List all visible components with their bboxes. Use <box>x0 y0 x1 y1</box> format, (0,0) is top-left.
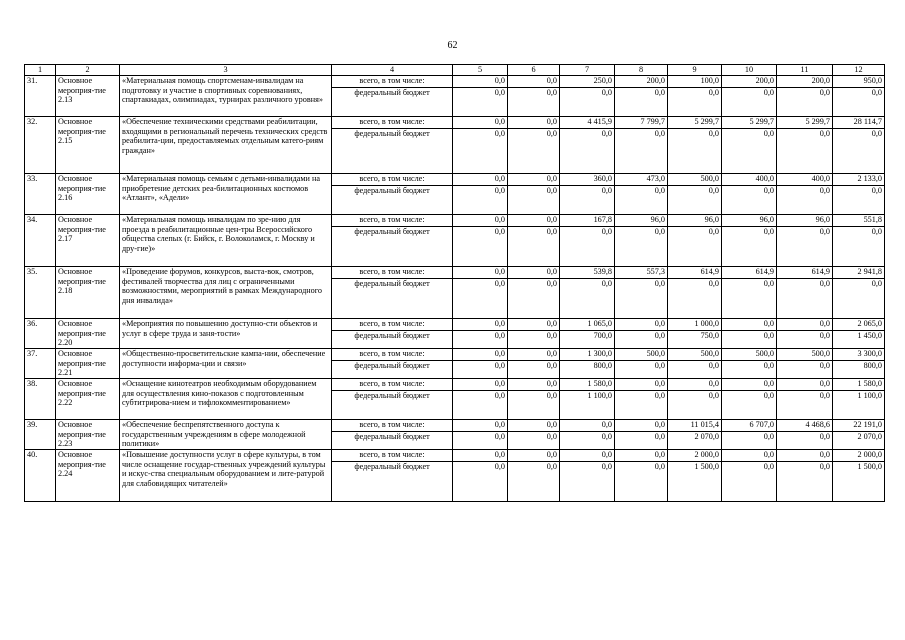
federal-value-cell: 1 500,0 <box>833 462 885 502</box>
total-value-cell: 614,9 <box>777 267 833 279</box>
federal-value-cell: 0,0 <box>453 227 508 267</box>
total-value-cell: 1 580,0 <box>560 379 615 391</box>
federal-value-cell: 1 500,0 <box>668 462 722 502</box>
total-value-cell: 0,0 <box>615 420 668 432</box>
event-name: Основное мероприя-тие 2.15 <box>56 117 120 174</box>
event-name: Основное мероприя-тие 2.18 <box>56 267 120 319</box>
federal-value-cell: 0,0 <box>722 361 777 379</box>
federal-value-cell: 0,0 <box>508 432 560 450</box>
funding-federal-label: федеральный бюджет <box>332 88 453 117</box>
federal-value-cell: 0,0 <box>453 331 508 349</box>
total-value-cell: 0,0 <box>508 215 560 227</box>
total-value-cell: 500,0 <box>668 349 722 361</box>
total-value-cell: 500,0 <box>615 349 668 361</box>
total-value-cell: 250,0 <box>560 76 615 88</box>
total-value-cell: 96,0 <box>615 215 668 227</box>
federal-value-cell: 1 100,0 <box>833 391 885 420</box>
federal-value-cell: 0,0 <box>615 462 668 502</box>
federal-value-cell: 1 100,0 <box>560 391 615 420</box>
funding-total-label: всего, в том числе: <box>332 76 453 88</box>
event-name: Основное мероприя-тие 2.16 <box>56 174 120 215</box>
row-number: 32. <box>25 117 56 174</box>
total-value-cell: 0,0 <box>508 349 560 361</box>
federal-value-cell: 0,0 <box>453 361 508 379</box>
total-value-cell: 0,0 <box>777 379 833 391</box>
event-name: Основное мероприя-тие 2.21 <box>56 349 120 379</box>
total-value-cell: 11 015,4 <box>668 420 722 432</box>
federal-value-cell: 0,0 <box>508 227 560 267</box>
table-row <box>25 174 885 186</box>
total-value-cell: 0,0 <box>508 117 560 129</box>
total-value-cell: 0,0 <box>668 379 722 391</box>
funding-federal-label: федеральный бюджет <box>332 186 453 215</box>
total-value-cell: 0,0 <box>453 420 508 432</box>
total-value-cell: 1 300,0 <box>560 349 615 361</box>
total-value-cell: 200,0 <box>777 76 833 88</box>
total-value-cell: 0,0 <box>453 379 508 391</box>
column-header: 3 <box>120 65 332 76</box>
federal-value-cell: 0,0 <box>560 88 615 117</box>
federal-value-cell: 0,0 <box>722 391 777 420</box>
column-header: 6 <box>508 65 560 76</box>
total-value-cell: 0,0 <box>615 379 668 391</box>
total-value-cell: 2 000,0 <box>668 450 722 462</box>
federal-value-cell: 0,0 <box>777 432 833 450</box>
federal-value-cell: 0,0 <box>722 432 777 450</box>
federal-value-cell: 0,0 <box>833 227 885 267</box>
total-value-cell: 360,0 <box>560 174 615 186</box>
funding-total-label: всего, в том числе: <box>332 450 453 462</box>
federal-value-cell: 0,0 <box>777 462 833 502</box>
federal-value-cell: 0,0 <box>560 279 615 319</box>
column-header: 12 <box>833 65 885 76</box>
total-value-cell: 473,0 <box>615 174 668 186</box>
row-number: 40. <box>25 450 56 502</box>
federal-value-cell: 0,0 <box>722 331 777 349</box>
federal-value-cell: 2 070,0 <box>833 432 885 450</box>
page-number: 62 <box>447 40 458 51</box>
event-name: Основное мероприя-тие 2.23 <box>56 420 120 450</box>
total-value-cell: 167,8 <box>560 215 615 227</box>
event-description: «Повышение доступности услуг в сфере культуры, в том числе оснащение государ-ственных учреждений культуры и искус-ства специальным оборудованием и лите-ратурой для слабовидящих читателей» <box>120 450 332 502</box>
federal-value-cell: 0,0 <box>508 462 560 502</box>
federal-value-cell: 0,0 <box>560 129 615 174</box>
event-description: «Материальная помощь семьям с детьми-инвалидами на приобретение детских реа-билитационных костюмов «Атлант», «Адели» <box>120 174 332 215</box>
funding-total-label: всего, в том числе: <box>332 420 453 432</box>
funding-federal-label: федеральный бюджет <box>332 331 453 349</box>
budget-table <box>24 64 885 502</box>
federal-value-cell: 0,0 <box>560 186 615 215</box>
row-number: 37. <box>25 349 56 379</box>
total-value-cell: 0,0 <box>560 420 615 432</box>
column-header: 1 <box>25 65 56 76</box>
column-header: 7 <box>560 65 615 76</box>
federal-value-cell: 0,0 <box>777 361 833 379</box>
federal-value-cell: 0,0 <box>722 227 777 267</box>
total-value-cell: 539,8 <box>560 267 615 279</box>
federal-value-cell: 0,0 <box>453 432 508 450</box>
federal-value-cell: 0,0 <box>560 227 615 267</box>
total-value-cell: 0,0 <box>453 349 508 361</box>
funding-total-label: всего, в том числе: <box>332 319 453 331</box>
funding-federal-label: федеральный бюджет <box>332 279 453 319</box>
federal-value-cell: 2 070,0 <box>668 432 722 450</box>
total-value-cell: 0,0 <box>615 319 668 331</box>
total-value-cell: 3 300,0 <box>833 349 885 361</box>
total-value-cell: 950,0 <box>833 76 885 88</box>
table-row <box>25 450 885 462</box>
federal-value-cell: 0,0 <box>722 186 777 215</box>
column-header: 11 <box>777 65 833 76</box>
federal-value-cell: 0,0 <box>453 391 508 420</box>
total-value-cell: 7 799,7 <box>615 117 668 129</box>
total-value-cell: 0,0 <box>508 450 560 462</box>
total-value-cell: 1 065,0 <box>560 319 615 331</box>
federal-value-cell: 800,0 <box>833 361 885 379</box>
total-value-cell: 0,0 <box>560 450 615 462</box>
federal-value-cell: 0,0 <box>508 331 560 349</box>
federal-value-cell: 0,0 <box>777 331 833 349</box>
federal-value-cell: 0,0 <box>508 88 560 117</box>
row-number: 34. <box>25 215 56 267</box>
total-value-cell: 2 133,0 <box>833 174 885 186</box>
total-value-cell: 4 415,9 <box>560 117 615 129</box>
total-value-cell: 0,0 <box>777 450 833 462</box>
federal-value-cell: 0,0 <box>668 88 722 117</box>
funding-total-label: всего, в том числе: <box>332 215 453 227</box>
federal-value-cell: 0,0 <box>722 279 777 319</box>
total-value-cell: 28 114,7 <box>833 117 885 129</box>
total-value-cell: 0,0 <box>722 319 777 331</box>
funding-total-label: всего, в том числе: <box>332 349 453 361</box>
federal-value-cell: 0,0 <box>668 186 722 215</box>
federal-value-cell: 0,0 <box>668 361 722 379</box>
column-header: 9 <box>668 65 722 76</box>
federal-value-cell: 0,0 <box>833 88 885 117</box>
federal-value-cell: 0,0 <box>508 279 560 319</box>
table-row <box>25 267 885 279</box>
total-value-cell: 96,0 <box>668 215 722 227</box>
federal-value-cell: 0,0 <box>777 391 833 420</box>
event-name: Основное мероприя-тие 2.13 <box>56 76 120 117</box>
total-value-cell: 6 707,0 <box>722 420 777 432</box>
row-number: 36. <box>25 319 56 349</box>
federal-value-cell: 0,0 <box>722 129 777 174</box>
federal-value-cell: 0,0 <box>615 88 668 117</box>
federal-value-cell: 700,0 <box>560 331 615 349</box>
event-name: Основное мероприя-тие 2.22 <box>56 379 120 420</box>
federal-value-cell: 0,0 <box>615 391 668 420</box>
federal-value-cell: 0,0 <box>833 279 885 319</box>
event-description: «Оснащение кинотеатров необходимым оборудованием для осуществления кино-показов с подготовленным субтитрирова-нием и тифлокомментированием» <box>120 379 332 420</box>
total-value-cell: 2 000,0 <box>833 450 885 462</box>
federal-value-cell: 0,0 <box>560 432 615 450</box>
event-description: «Проведение форумов, конкурсов, выста-вок, смотров, фестивалей творчества для лиц с ограниченными возможностями, мероприятий в рамках Международного дня инвалида» <box>120 267 332 319</box>
total-value-cell: 22 191,0 <box>833 420 885 432</box>
total-value-cell: 0,0 <box>453 319 508 331</box>
federal-value-cell: 0,0 <box>615 186 668 215</box>
total-value-cell: 557,3 <box>615 267 668 279</box>
federal-value-cell: 0,0 <box>668 129 722 174</box>
total-value-cell: 0,0 <box>508 420 560 432</box>
federal-value-cell: 0,0 <box>508 186 560 215</box>
event-description: «Материальная помощь спортсменам-инвалидам на подготовку и участие в спортивных соревнованиях, спартакиадах, олимпиадах, турнирах различного уровня» <box>120 76 332 117</box>
total-value-cell: 0,0 <box>453 117 508 129</box>
funding-total-label: всего, в том числе: <box>332 379 453 391</box>
row-number: 38. <box>25 379 56 420</box>
federal-value-cell: 1 450,0 <box>833 331 885 349</box>
total-value-cell: 96,0 <box>722 215 777 227</box>
event-description: «Материальная помощь инвалидам по зре-нию для проезда в реабилитационные цен-тры Всероссийского общества слепых (г. Бийск, г. Волоколамск, г. Москву и дру-гие)» <box>120 215 332 267</box>
total-value-cell: 0,0 <box>508 379 560 391</box>
event-name: Основное мероприя-тие 2.24 <box>56 450 120 502</box>
funding-total-label: всего, в том числе: <box>332 267 453 279</box>
column-header: 5 <box>453 65 508 76</box>
federal-value-cell: 0,0 <box>668 227 722 267</box>
federal-value-cell: 0,0 <box>560 462 615 502</box>
total-value-cell: 0,0 <box>453 215 508 227</box>
column-header: 10 <box>722 65 777 76</box>
total-value-cell: 0,0 <box>615 450 668 462</box>
federal-value-cell: 0,0 <box>615 279 668 319</box>
total-value-cell: 96,0 <box>777 215 833 227</box>
event-description: «Обеспечение беспрепятственного доступа к государственным учреждениям в сфере молодежной политики» <box>120 420 332 450</box>
funding-federal-label: федеральный бюджет <box>332 432 453 450</box>
federal-value-cell: 0,0 <box>508 361 560 379</box>
federal-value-cell: 0,0 <box>615 361 668 379</box>
total-value-cell: 614,9 <box>722 267 777 279</box>
total-value-cell: 0,0 <box>508 174 560 186</box>
table-row <box>25 379 885 391</box>
total-value-cell: 200,0 <box>615 76 668 88</box>
total-value-cell: 0,0 <box>508 267 560 279</box>
total-value-cell: 5 299,7 <box>777 117 833 129</box>
federal-value-cell: 0,0 <box>453 279 508 319</box>
total-value-cell: 200,0 <box>722 76 777 88</box>
total-value-cell: 0,0 <box>722 379 777 391</box>
event-name: Основное мероприя-тие 2.20 <box>56 319 120 349</box>
total-value-cell: 400,0 <box>777 174 833 186</box>
funding-total-label: всего, в том числе: <box>332 174 453 186</box>
row-number: 39. <box>25 420 56 450</box>
event-name: Основное мероприя-тие 2.17 <box>56 215 120 267</box>
total-value-cell: 0,0 <box>453 174 508 186</box>
federal-value-cell: 0,0 <box>777 279 833 319</box>
row-number: 35. <box>25 267 56 319</box>
total-value-cell: 0,0 <box>777 319 833 331</box>
total-value-cell: 0,0 <box>453 450 508 462</box>
total-value-cell: 500,0 <box>668 174 722 186</box>
total-value-cell: 500,0 <box>777 349 833 361</box>
federal-value-cell: 0,0 <box>615 227 668 267</box>
event-description: «Общественно-просветительские кампа-нии, обеспечение доступности информа-ции и связи» <box>120 349 332 379</box>
column-header: 2 <box>56 65 120 76</box>
total-value-cell: 5 299,7 <box>722 117 777 129</box>
total-value-cell: 0,0 <box>508 76 560 88</box>
federal-value-cell: 0,0 <box>833 186 885 215</box>
federal-value-cell: 0,0 <box>453 129 508 174</box>
table-row <box>25 117 885 129</box>
federal-value-cell: 0,0 <box>668 391 722 420</box>
total-value-cell: 100,0 <box>668 76 722 88</box>
federal-value-cell: 0,0 <box>453 462 508 502</box>
federal-value-cell: 0,0 <box>615 331 668 349</box>
total-value-cell: 551,8 <box>833 215 885 227</box>
row-number: 33. <box>25 174 56 215</box>
federal-value-cell: 0,0 <box>508 391 560 420</box>
federal-value-cell: 0,0 <box>508 129 560 174</box>
event-description: «Обеспечение техническими средствами реабилитации, входящими в региональный перечень технических средств реабилита-ции, предоставляемых отдельным катего-риям граждан» <box>120 117 332 174</box>
total-value-cell: 4 468,6 <box>777 420 833 432</box>
table-row <box>25 319 885 331</box>
column-header: 8 <box>615 65 668 76</box>
total-value-cell: 400,0 <box>722 174 777 186</box>
federal-value-cell: 0,0 <box>615 432 668 450</box>
total-value-cell: 2 941,8 <box>833 267 885 279</box>
federal-value-cell: 0,0 <box>777 186 833 215</box>
total-value-cell: 2 065,0 <box>833 319 885 331</box>
federal-value-cell: 0,0 <box>777 227 833 267</box>
total-value-cell: 1 000,0 <box>668 319 722 331</box>
funding-federal-label: федеральный бюджет <box>332 129 453 174</box>
total-value-cell: 1 580,0 <box>833 379 885 391</box>
federal-value-cell: 0,0 <box>453 186 508 215</box>
federal-value-cell: 0,0 <box>833 129 885 174</box>
event-description: «Мероприятия по повышению доступно-сти объектов и услуг в сфере труда и заня-тости» <box>120 319 332 349</box>
row-number: 31. <box>25 76 56 117</box>
funding-total-label: всего, в том числе: <box>332 117 453 129</box>
table-row <box>25 349 885 361</box>
total-value-cell: 614,9 <box>668 267 722 279</box>
total-value-cell: 0,0 <box>453 267 508 279</box>
table-row <box>25 420 885 432</box>
total-value-cell: 500,0 <box>722 349 777 361</box>
federal-value-cell: 0,0 <box>722 462 777 502</box>
funding-federal-label: федеральный бюджет <box>332 227 453 267</box>
total-value-cell: 5 299,7 <box>668 117 722 129</box>
total-value-cell: 0,0 <box>508 319 560 331</box>
federal-value-cell: 0,0 <box>668 279 722 319</box>
federal-value-cell: 800,0 <box>560 361 615 379</box>
federal-value-cell: 0,0 <box>777 129 833 174</box>
federal-value-cell: 0,0 <box>615 129 668 174</box>
total-value-cell: 0,0 <box>722 450 777 462</box>
table-header-row <box>25 65 885 76</box>
table-row <box>25 76 885 88</box>
table-row <box>25 215 885 227</box>
total-value-cell: 0,0 <box>453 76 508 88</box>
federal-value-cell: 0,0 <box>453 88 508 117</box>
column-header: 4 <box>332 65 453 76</box>
funding-federal-label: федеральный бюджет <box>332 391 453 420</box>
federal-value-cell: 0,0 <box>722 88 777 117</box>
federal-value-cell: 0,0 <box>777 88 833 117</box>
funding-federal-label: федеральный бюджет <box>332 361 453 379</box>
federal-value-cell: 750,0 <box>668 331 722 349</box>
funding-federal-label: федеральный бюджет <box>332 462 453 502</box>
